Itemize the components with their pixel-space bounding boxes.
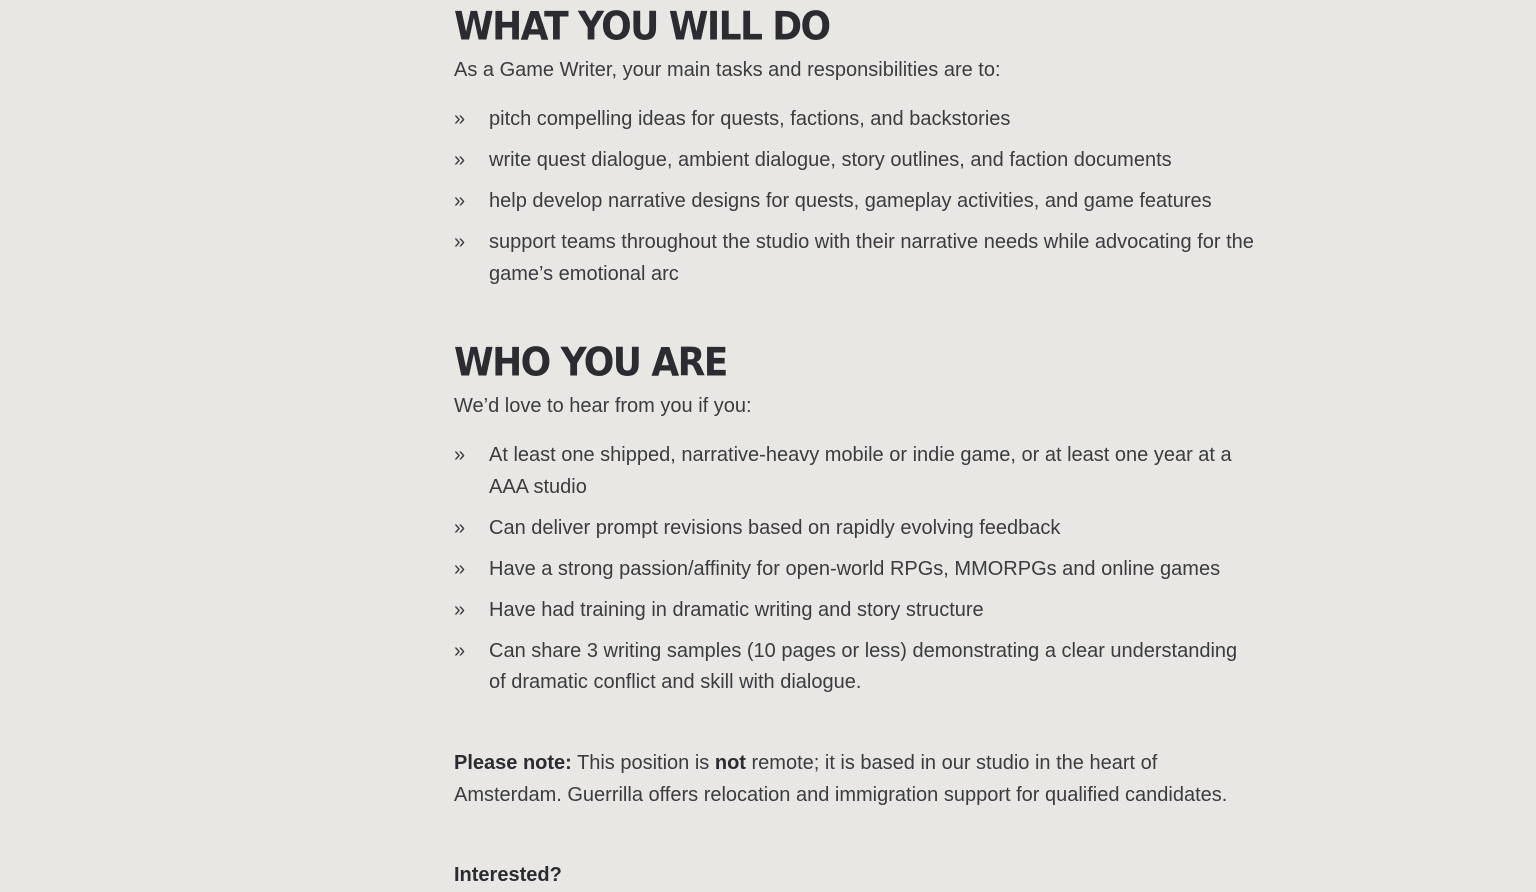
list-item-text: Can deliver prompt revisions based on rapidly evolving feedback <box>489 516 1061 539</box>
interested-heading: Interested? <box>454 864 562 886</box>
list-item-text: At least one shipped, narrative-heavy mobile or indie game, or at least one year at a AAA studio <box>489 444 1232 498</box>
list-item-text: pitch compelling ideas for quests, factions, and backstories <box>489 108 1011 130</box>
bullet-icon: » <box>454 231 466 253</box>
who-you-are-intro: We’d love to hear from you if you: <box>454 395 752 417</box>
note-text-after: remote; it is based in our studio in the heart of Amsterdam. Guerrilla offers relocation and immigration support for qualified candidates. <box>454 752 1228 806</box>
who-you-are-heading: WHO YOU ARE <box>454 340 727 386</box>
bullet-icon: » <box>454 149 466 171</box>
list-item <box>454 513 1254 545</box>
what-you-will-do-intro: As a Game Writer, your main tasks and responsibilities are to: <box>454 59 1001 81</box>
bullet-icon: » <box>454 444 466 466</box>
bullet-icon: » <box>454 190 466 212</box>
list-item <box>454 440 1254 503</box>
bullet-icon: » <box>454 516 466 539</box>
list-item-text: help develop narrative designs for quests, gameplay activities, and game features <box>489 190 1212 212</box>
list-item-text: Have had training in dramatic writing and story structure <box>489 598 984 621</box>
bullet-icon: » <box>454 557 466 580</box>
list-item-text: Have a strong passion/affinity for open-world RPGs, MMORPGs and online games <box>489 557 1221 580</box>
note-label: Please note: <box>454 752 572 774</box>
list-item <box>454 595 1254 627</box>
tasks-list <box>454 104 1254 300</box>
list-item <box>454 554 1254 586</box>
list-item-text: write quest dialogue, ambient dialogue, story outlines, and faction documents <box>489 149 1172 171</box>
list-item <box>454 227 1254 290</box>
what-you-will-do-heading: WHAT YOU WILL DO <box>454 4 830 50</box>
bullet-icon: » <box>454 108 466 130</box>
list-item-text: Can share 3 writing samples (10 pages or less) demonstrating a clear understanding of dramatic conflict and skill with dialogue. <box>489 639 1238 693</box>
note-emphasis: not <box>714 752 746 774</box>
list-item <box>454 104 1254 136</box>
requirements-list <box>454 440 1254 708</box>
list-item <box>454 636 1254 699</box>
bullet-icon: » <box>454 639 466 662</box>
list-item <box>454 186 1254 218</box>
bullet-icon: » <box>454 598 466 621</box>
location-note <box>454 748 1244 811</box>
list-item <box>454 145 1254 177</box>
note-text-before: This position is <box>571 752 715 774</box>
list-item-text: support teams throughout the studio with their narrative needs while advocating for the game’s emotional arc <box>489 231 1254 285</box>
